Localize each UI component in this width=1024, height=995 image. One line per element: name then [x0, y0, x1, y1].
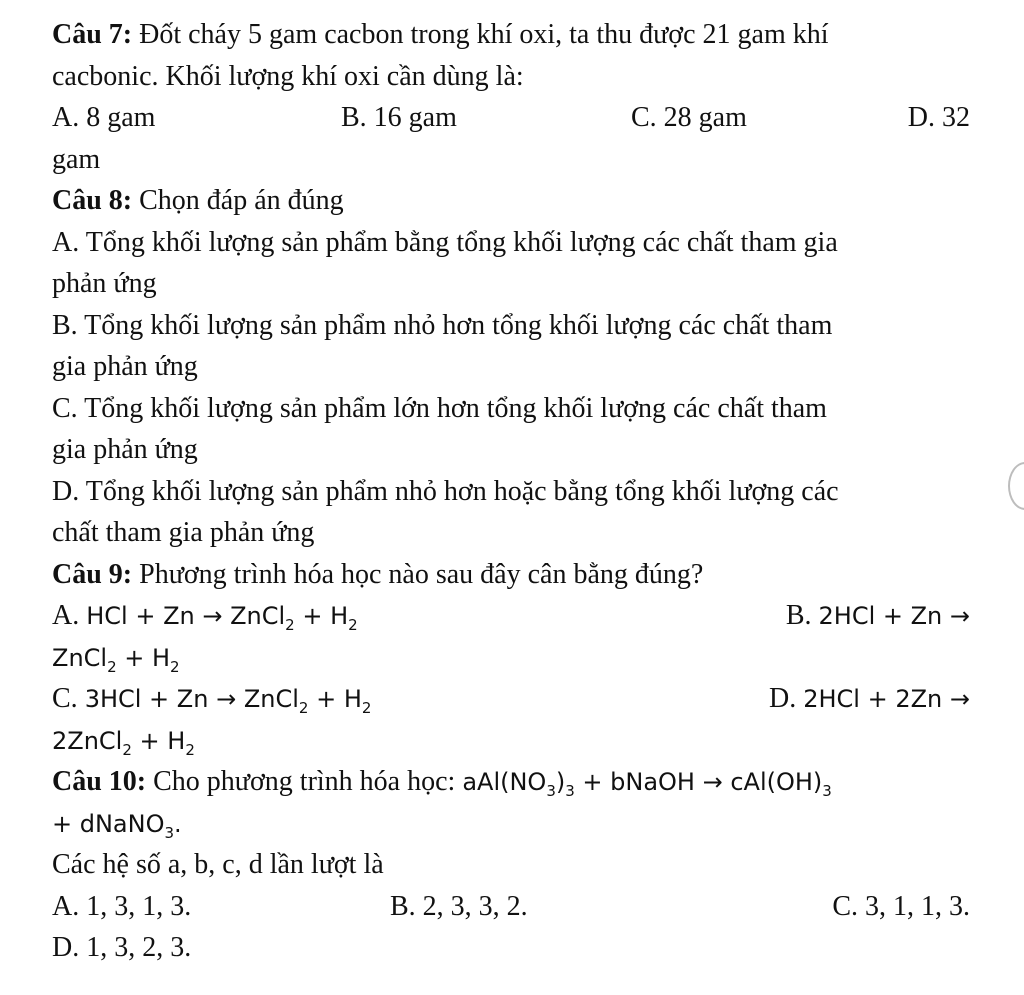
q10-prompt: Các hệ số a, b, c, d lần lượt là: [52, 849, 384, 880]
q10-equation-cont: + dNaNO$_3$.: [52, 809, 182, 842]
q8-option-a-line1: A. Tổng khối lượng sản phẩm bằng tổng khối lượng các chất tham gia: [52, 226, 838, 258]
q7-option-d: D. 32: [907, 102, 970, 133]
q9-option-d-letter: D.: [768, 683, 797, 714]
q10-equation: $aAl(NO_3)_3$ + bNaOH → $cAl(OH)_3$: [462, 768, 832, 800]
q9-text: Phương trình hóa học nào sau đây cân bằng đúng?: [139, 558, 704, 590]
q9-option-b: [786, 595, 970, 637]
q9-option-a-letter: A.: [52, 600, 80, 631]
q8-option-d-line1: D. Tổng khối lượng sản phẩm nhỏ hơn hoặc bằng tổng khối lượng các: [52, 475, 839, 507]
q8-option-b-line1: B. Tổng khối lượng sản phẩm nhỏ hơn tổng khối lượng các chất tham: [52, 309, 833, 341]
q10-stem: [52, 761, 970, 803]
q9-option-a-equation: HCl + Zn → ZnCl$_2$ + $H_2$: [86, 602, 358, 634]
q10-options-row: [52, 886, 970, 928]
q8-option-c-line1: C. Tổng khối lượng sản phẩm lớn hơn tổng khối lượng các chất tham: [52, 392, 827, 424]
q7-options-row: [52, 97, 970, 139]
q10-option-c: C. 3, 1, 1, 3.: [832, 890, 970, 922]
q9-option-b-cont: ZnCl$_2$ + $H_2$: [52, 643, 180, 676]
q7-option-d-cont: gam: [52, 143, 101, 175]
q7-option-a: A. 8 gam: [52, 102, 156, 133]
quiz-document: [52, 14, 970, 969]
q9-label: Câu 9:: [52, 558, 133, 590]
q7-text-line1: Đốt cháy 5 gam cacbon trong khí oxi, ta thu được 21 gam khí: [139, 19, 829, 50]
q7-stem-line2: cacbonic. Khối lượng khí oxi cần dùng là:: [52, 60, 524, 92]
q8-option-d-line2: chất tham gia phản ứng: [52, 517, 315, 548]
q8-label: Câu 8:: [52, 185, 133, 216]
q7-stem-line1: [52, 14, 970, 56]
q7-label: Câu 7:: [52, 19, 133, 50]
q8-stem: [52, 180, 970, 222]
q10-label: Câu 10:: [52, 766, 147, 797]
q9-option-c: [52, 678, 371, 720]
q8-option-a-line2: phản ứng: [52, 268, 157, 299]
side-handle: [1008, 462, 1024, 510]
q9-options-row1: [52, 595, 970, 637]
q7-option-c: C. 28 gam: [631, 102, 747, 133]
q8-option-c-line2: gia phản ứng: [52, 434, 198, 465]
q9-option-d: [769, 678, 970, 720]
q10-option-d: D. 1, 3, 2, 3.: [52, 932, 192, 963]
q9-stem: [52, 554, 970, 596]
q10-text: Cho phương trình hóa học:: [153, 766, 463, 797]
q9-option-b-letter: B.: [785, 600, 812, 631]
q9-option-d-cont: 2ZnCl$_2$ + $H_2$: [52, 726, 195, 759]
q8-option-b-line2: gia phản ứng: [52, 351, 198, 382]
q9-option-c-equation: 3HCl + Zn → ZnCl$_2$ + $H_2$: [84, 685, 372, 717]
q9-option-a: [52, 595, 358, 637]
q9-option-b-equation: 2HCl + Zn →: [818, 602, 970, 630]
q9-option-d-equation: 2HCl + 2Zn →: [803, 685, 970, 713]
q9-option-c-letter: C.: [52, 683, 78, 714]
q9-options-row2: [52, 678, 970, 720]
q8-text: Chọn đáp án đúng: [139, 185, 344, 216]
q10-option-a: A. 1, 3, 1, 3.: [52, 890, 192, 922]
q7-option-b: B. 16 gam: [341, 102, 457, 133]
q10-option-b: B. 2, 3, 3, 2.: [390, 890, 528, 922]
